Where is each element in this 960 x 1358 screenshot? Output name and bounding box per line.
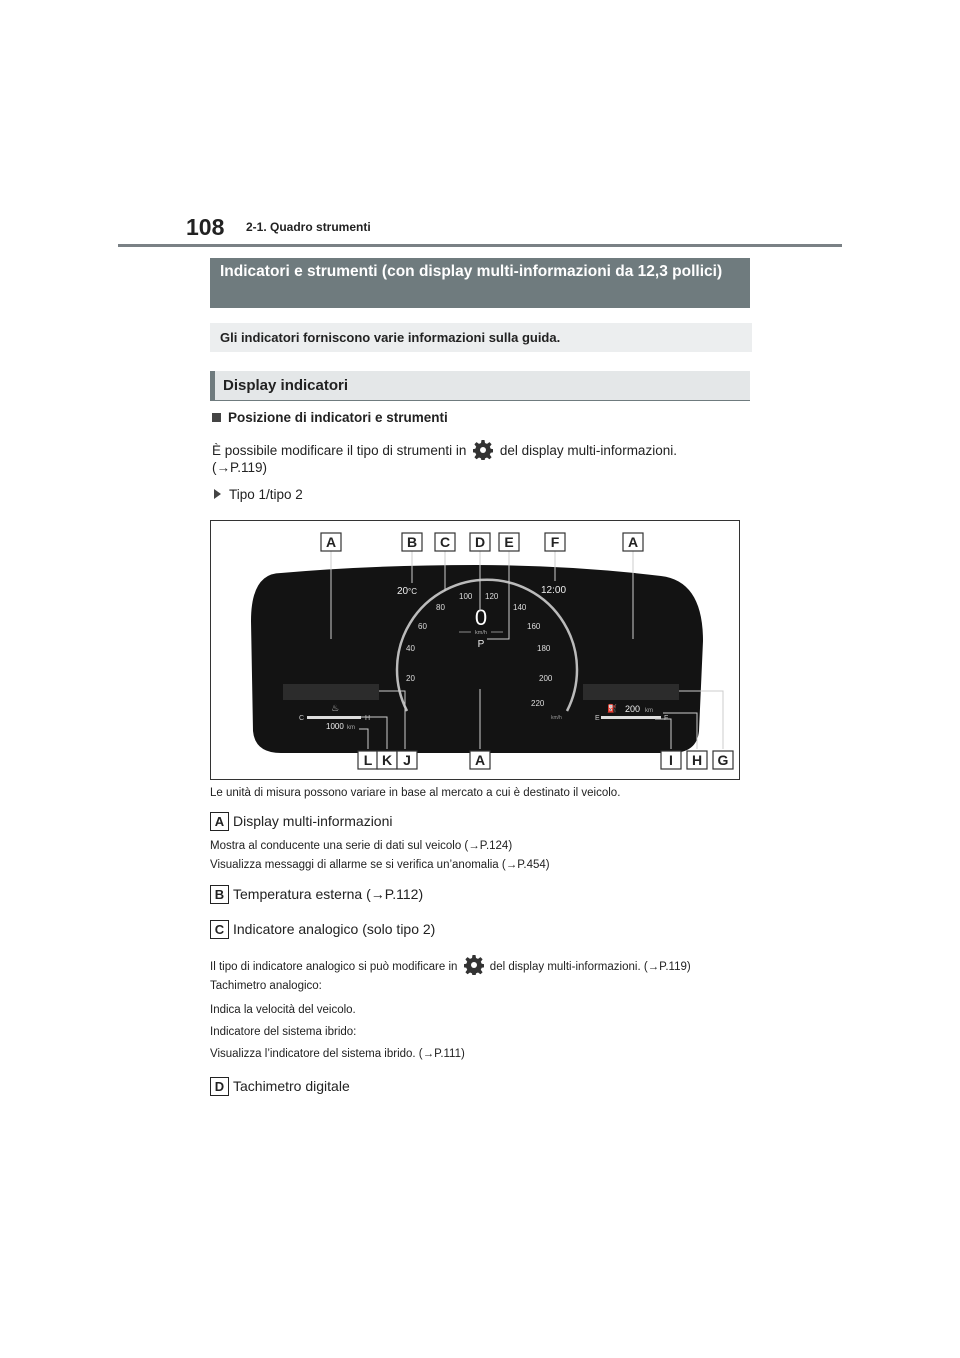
item-b-label: B: [210, 885, 229, 904]
callouts-top: [321, 533, 643, 551]
right-info-bar: [583, 684, 679, 700]
range-value: 200: [625, 704, 641, 714]
tick-100: 100: [459, 592, 473, 601]
callout-bottom-l: L: [363, 752, 373, 768]
item-c-title: Indicatore analogico (solo tipo 2): [233, 921, 436, 937]
desc-c-line-3: Indicatore del sistema ibrido:: [210, 1026, 357, 1038]
item-a: [210, 812, 393, 831]
callout-top-c: C: [439, 534, 451, 550]
fuel-pump-icon: ⛽: [607, 704, 617, 713]
square-bullet-icon: [212, 413, 221, 422]
digital-speed: 0: [474, 605, 488, 630]
callout-top-a: A: [325, 534, 337, 550]
desc-c-line-4: Visualizza l’indicatore del sistema ibrido. (→P.111): [210, 1048, 465, 1060]
fuel-gauge-e: E: [595, 715, 600, 722]
callout-top-b: B: [406, 534, 418, 550]
gear-position: P: [477, 639, 485, 650]
temp-gauge-bar: [307, 716, 361, 719]
tick-40: 40: [406, 644, 415, 653]
desc-a1: Mostra al conducente una serie di dati sul veicolo (→P.124): [210, 840, 513, 852]
cluster-body: [251, 565, 703, 753]
page-number: 108: [186, 214, 225, 240]
range-unit: km: [645, 708, 653, 714]
desc-c-line-1: Tachimetro analogico:: [210, 980, 322, 992]
tick-180: 180: [537, 644, 551, 653]
tick-60: 60: [418, 622, 427, 631]
outside-temp: 20: [397, 586, 409, 597]
callout-bottom-g: G: [717, 752, 729, 768]
item-b: [210, 885, 423, 904]
item-a-label: A: [210, 812, 229, 831]
odometer-value: 1000: [326, 722, 344, 731]
fuel-gauge-f: F: [664, 715, 669, 722]
tick-20: 20: [406, 674, 415, 683]
temp-gauge-h: H: [365, 715, 371, 722]
callout-top-d: D: [474, 534, 486, 550]
desc-c-text-b: del display multi-informazioni. (→P.119): [489, 961, 691, 973]
speedometer-unit: km/h: [551, 715, 562, 721]
tick-120: 120: [485, 592, 499, 601]
odometer-unit: km: [347, 725, 355, 731]
callout-bottom-k: K: [381, 752, 393, 768]
gear-icon: [464, 955, 484, 975]
bullet-heading-text: Posizione di indicatori e strumenti: [228, 410, 448, 425]
caption: Le unità di misura possono variare in base al mercato a cui è destinato il veicolo.: [210, 787, 621, 799]
tick-200: 200: [539, 674, 553, 683]
page-title: Indicatori e strumenti (con display multi-informazioni da 12,3 pollici): [210, 258, 750, 308]
outside-temp-unit: °C: [408, 587, 417, 596]
tick-140: 140: [513, 603, 527, 612]
gear-icon: [473, 440, 493, 460]
type-label-text: Tipo 1/tipo 2: [229, 487, 303, 502]
digital-speed-unit: km/h: [475, 630, 487, 636]
left-info-bar: [283, 684, 379, 700]
paragraph-1: [212, 440, 752, 475]
item-d-title: Tachimetro digitale: [233, 1078, 350, 1094]
desc-c: [210, 955, 770, 975]
callout-bottom-h: H: [691, 752, 703, 768]
item-c-label: C: [210, 920, 229, 939]
desc-c-line-2: Indica la velocità del veicolo.: [210, 1004, 356, 1016]
tick-160: 160: [527, 622, 541, 631]
para1-text-b: del display multi-informazioni.: [499, 443, 677, 458]
desc-c-text-a: Il tipo di indicatore analogico si può modificare in: [210, 961, 458, 973]
bullet-heading: [212, 410, 448, 425]
fuel-gauge-bar: [601, 716, 661, 719]
item-c: [210, 920, 435, 939]
para1-ref: (→P.119): [212, 460, 268, 475]
clock: 12:00: [541, 585, 567, 596]
tick-220: 220: [531, 699, 545, 708]
item-d: [210, 1077, 350, 1096]
callout-top-e: E: [504, 534, 514, 550]
callout-top-f: F: [550, 534, 560, 550]
instrument-cluster-diagram: [210, 520, 740, 780]
type-label: [214, 487, 303, 502]
coolant-icon: ♨: [330, 704, 340, 714]
callout-bottom-i: I: [669, 752, 673, 768]
tick-80: 80: [436, 603, 445, 612]
cluster-svg: [211, 521, 739, 779]
callout-bottom-j: J: [403, 752, 411, 768]
header-rule: [118, 244, 842, 247]
callout-top-a2: A: [627, 534, 639, 550]
item-d-label: D: [210, 1077, 229, 1096]
item-b-title: Temperatura esterna (→P.112): [233, 886, 424, 902]
triangle-bullet-icon: [214, 489, 221, 499]
callout-bottom-a: A: [474, 752, 486, 768]
section-title: 2-1. Quadro strumenti: [246, 220, 371, 234]
intro-box: Gli indicatori forniscono varie informazioni sulla guida.: [210, 323, 752, 352]
desc-a2: Visualizza messaggi di allarme se si verifica un’anomalia (→P.454): [210, 859, 550, 871]
temp-gauge-c: C: [299, 715, 305, 722]
para1-text-a: È possibile modificare il tipo di strumenti in: [212, 443, 467, 458]
subheading: Display indicatori: [210, 371, 750, 401]
callouts-bottom: [358, 751, 733, 769]
item-a-title: Display multi-informazioni: [233, 813, 393, 829]
